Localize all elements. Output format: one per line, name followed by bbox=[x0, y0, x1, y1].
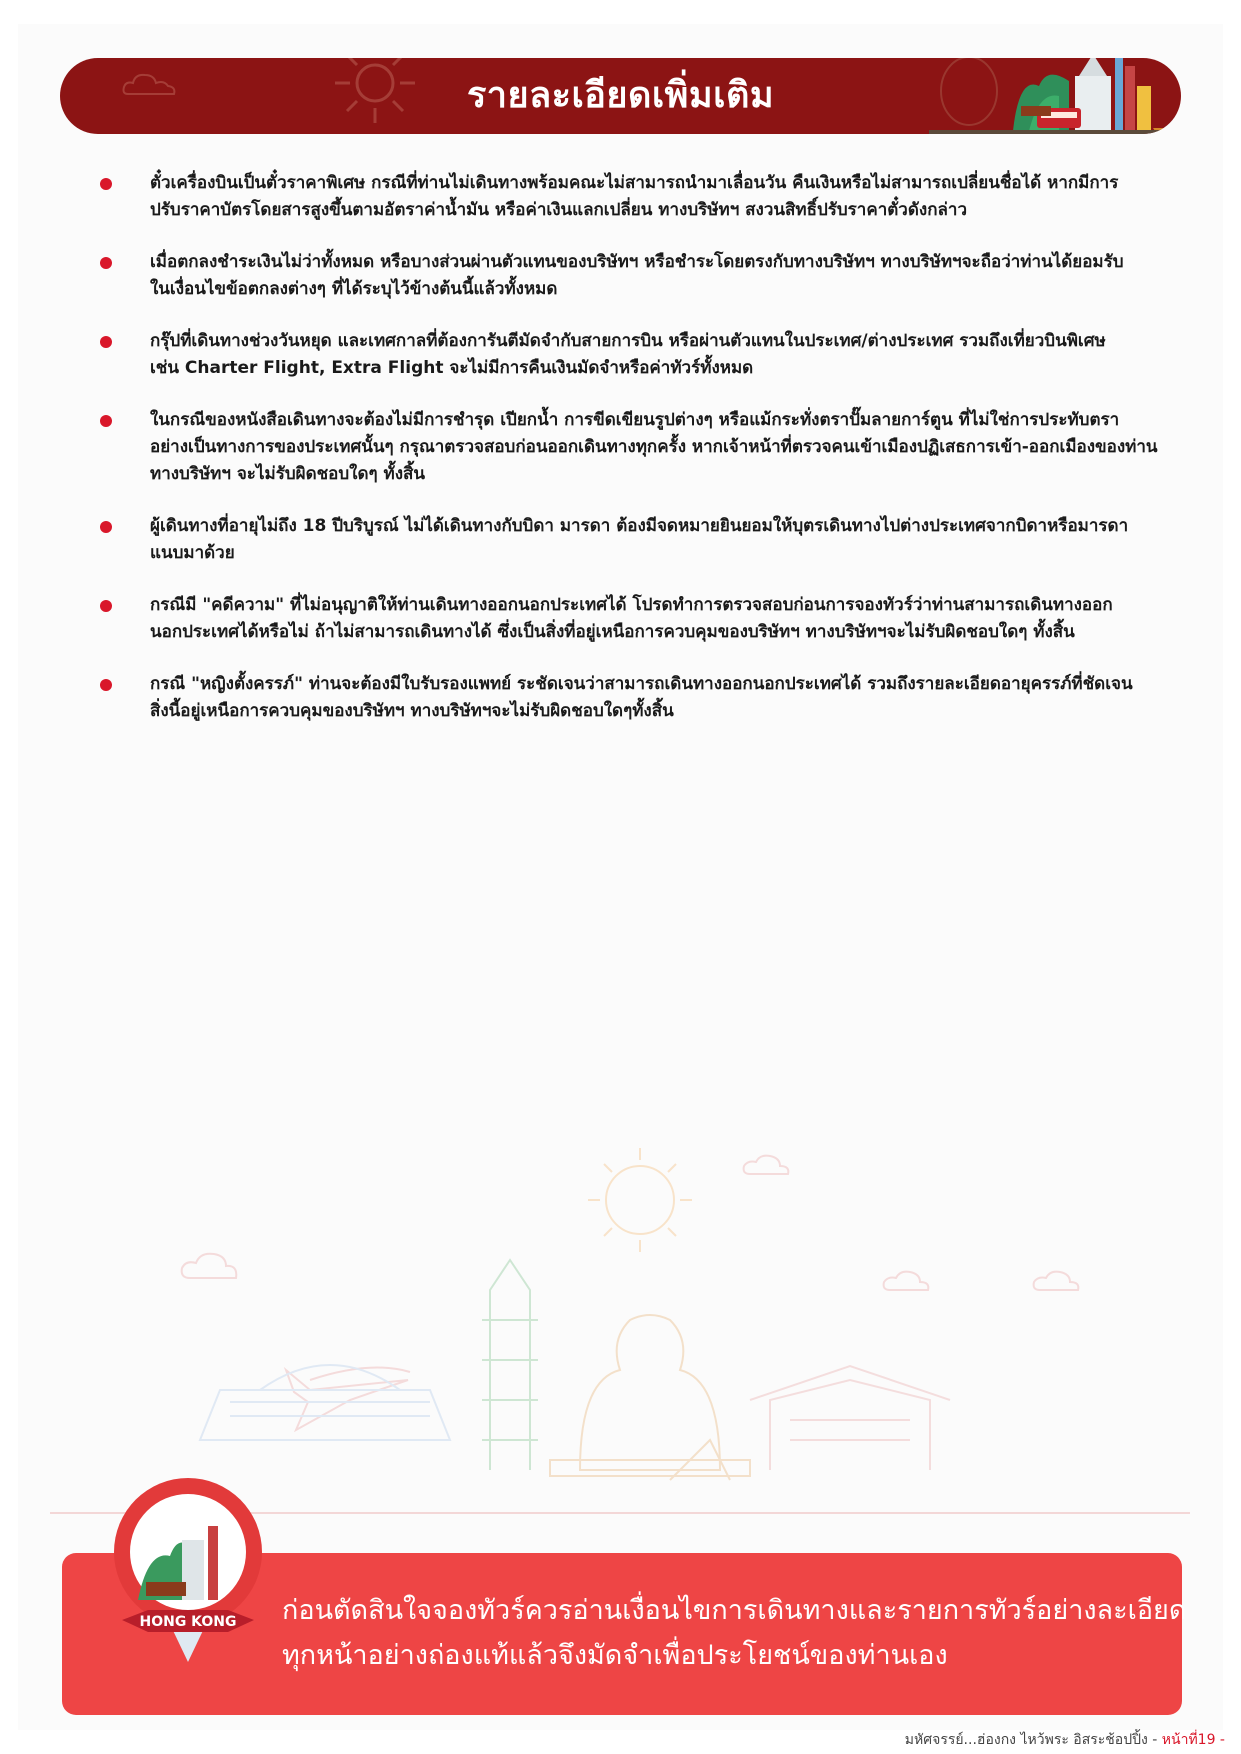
tour-name: มหัศจรรย์...ฮ่องกง ไหว้พระ อิสระช้อปปิ้ง - bbox=[904, 1732, 1158, 1748]
list-item bbox=[92, 249, 1182, 303]
note-line: กรุ๊ปที่เดินทางช่วงวันหยุด และเทศกาลที่ต้องการันตีมัดจำกับสายการบิน หรือผ่านตัวแทนในประเทศ/ต่างประเทศ รวมถึงเที่ยวบินพิเศษ bbox=[150, 331, 1106, 351]
hong-kong-badge bbox=[108, 1470, 278, 1670]
note-line: ในเงื่อนไขข้อตกลงต่างๆ ที่ได้ระบุไว้ข้างต้นนี้แล้วทั้งหมด bbox=[150, 279, 558, 299]
note-line: อย่างเป็นทางการของประเทศนั้นๆ กรุณาตรวจสอบก่อนออกเดินทางทุกครั้ง หากเจ้าหน้าที่ตรวจคนเข้าเมืองปฏิเสธการเข้า-ออกเมืองของท่าน bbox=[150, 437, 1158, 457]
note-line: กรณี "หญิงตั้งครรภ์" ท่านจะต้องมีใบรับรองแพทย์ ระชัดเจนว่าสามารถเดินทางออกนอกประเทศได้ รวมถึงรายละเอียดอายุครรภ์ที่ชัดเจน bbox=[150, 674, 1133, 694]
page-footer bbox=[905, 1729, 1225, 1751]
list-item bbox=[92, 513, 1182, 567]
note-line: สิ่งนี้อยู่เหนือการควบคุมของบริษัทฯ ทางบริษัทฯจะไม่รับผิดชอบใดๆทั้งสิ้น bbox=[150, 701, 674, 721]
list-item bbox=[92, 407, 1182, 488]
faded-skyline-illustration bbox=[110, 1140, 1140, 1520]
note-line: ปรับราคาบัตรโดยสารสูงขึ้นตามอัตราค่าน้ำมัน หรือค่าเงินแลกเปลี่ยน ทางบริษัทฯ สงวนสิทธิ์ปรับราคาตั๋วดังกล่าว bbox=[150, 200, 967, 220]
note-line: เช่น Charter Flight, Extra Flight จะไม่มีการคืนเงินมัดจำหรือค่าทัวร์ทั้งหมด bbox=[150, 358, 754, 378]
footer-message-line: ก่อนตัดสินใจจองทัวร์ควรอ่านเงื่อนไขการเดินทางและรายการทัวร์อย่างละเอียด bbox=[282, 1595, 1187, 1626]
bullet-icon bbox=[100, 600, 112, 612]
list-item bbox=[92, 328, 1182, 382]
bullet-icon bbox=[100, 521, 112, 533]
bullet-icon bbox=[100, 679, 112, 691]
hong-kong-skyline-illustration bbox=[929, 58, 1181, 134]
bullet-icon bbox=[100, 257, 112, 269]
list-item bbox=[92, 170, 1182, 224]
list-item bbox=[92, 671, 1182, 725]
badge-label: HONG KONG bbox=[139, 1614, 237, 1630]
footer-notice-text bbox=[282, 1588, 1187, 1678]
note-line: กรณีมี "คดีความ" ที่ไม่อนุญาติให้ท่านเดินทางออกนอกประเทศได้ โปรดทำการตรวจสอบก่อนการจองทัวร์ว่าท่านสามารถเดินทางออก bbox=[150, 595, 1113, 615]
note-line: เมื่อตกลงชำระเงินไม่ว่าทั้งหมด หรือบางส่วนผ่านตัวแทนของบริษัทฯ หรือชำระโดยตรงกับทางบริษัทฯ ทางบริษัทฯจะถือว่าท่านได้ยอมรับ bbox=[150, 252, 1124, 272]
bullet-icon bbox=[100, 415, 112, 427]
list-item bbox=[92, 592, 1182, 646]
note-line: ผู้เดินทางที่อายุไม่ถึง 18 ปีบริบูรณ์ ไม่ได้เดินทางกับบิดา มารดา ต้องมีจดหมายยินยอมให้บุตรเดินทางไปต่างประเทศจากบิดาหรือมารดา bbox=[150, 516, 1129, 536]
note-line: ตั๋วเครื่องบินเป็นตั๋วราคาพิเศษ กรณีที่ท่านไม่เดินทางพร้อมคณะไม่สามารถนำมาเลื่อนวัน คืนเงินหรือไม่สามารถเปลี่ยนชื่อได้ หากมีการ bbox=[150, 173, 1119, 193]
header-banner bbox=[60, 58, 1181, 134]
note-line: นอกประเทศได้หรือไม่ ถ้าไม่สามารถเดินทางได้ ซึ่งเป็นสิ่งที่อยู่เหนือการควบคุมของบริษัทฯ ทางบริษัทฯจะไม่รับผิดชอบใดๆ ทั้งสิ้น bbox=[150, 622, 1075, 642]
note-line: ในกรณีของหนังสือเดินทางจะต้องไม่มีการชำรุด เปียกน้ำ การขีดเขียนรูปต่างๆ หรือแม้กระทั่งตราปั๊มลายการ์ตูน ที่ไม่ใช่การประทับตรา bbox=[150, 410, 1120, 430]
note-line: ทางบริษัทฯ จะไม่รับผิดชอบใดๆ ทั้งสิ้น bbox=[150, 464, 426, 484]
bullet-icon bbox=[100, 336, 112, 348]
footer-message-line: ทุกหน้าอย่างถ่องแท้แล้วจึงมัดจำเพื่อประโยชน์ของท่านเอง bbox=[282, 1640, 948, 1671]
note-line: แนบมาด้วย bbox=[150, 543, 235, 563]
page-number: หน้าที่19 - bbox=[1161, 1732, 1225, 1748]
bullet-icon bbox=[100, 178, 112, 190]
page-title: รายละเอียดเพิ่มเติม bbox=[466, 75, 775, 116]
terms-list bbox=[92, 170, 1182, 750]
